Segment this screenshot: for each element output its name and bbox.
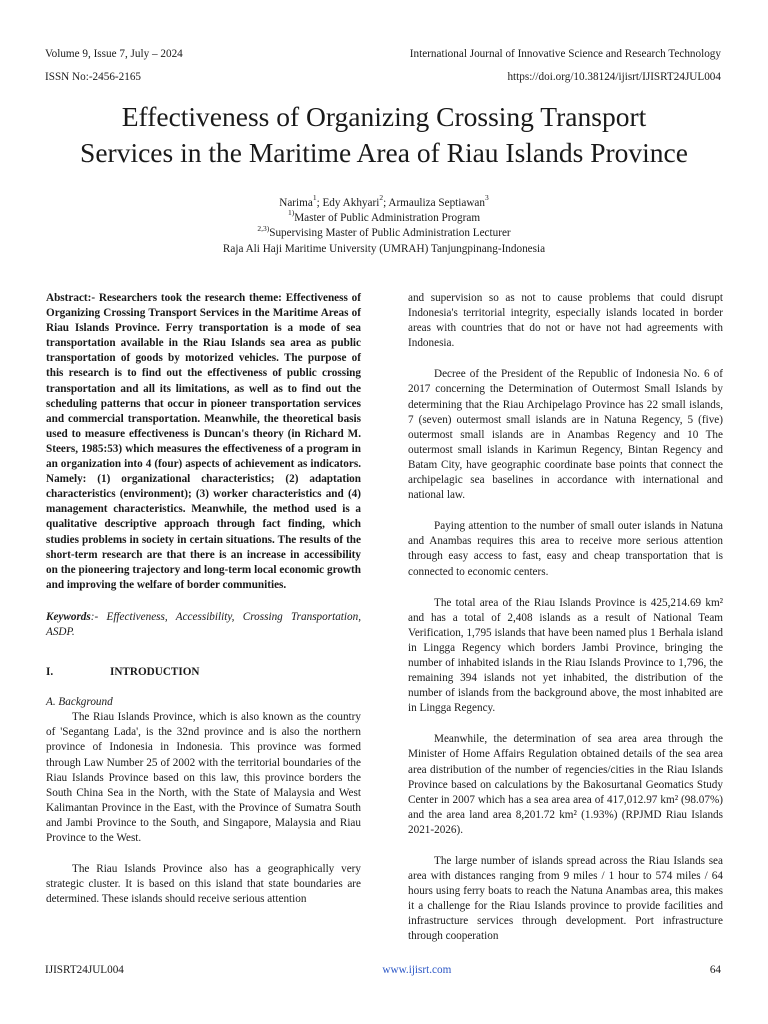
affiliation-2-sup: 2,3): [257, 223, 270, 233]
keywords-label: Keywords: [46, 610, 91, 623]
keywords-text: :- Effectiveness, Accessibility, Crossing Transportation, ASDP.: [46, 610, 361, 638]
left-paragraph-2: The Riau Islands Province also has a geographically very strategic cluster. It is based on this island that state boundaries are determined. These islands should receive serious attention: [46, 863, 361, 906]
issn: ISSN No:-2456-2165: [45, 71, 142, 83]
right-paragraph-5: Meanwhile, the determination of sea area area through the Minister of Home Affairs Regulation obtained details of the sea area area distribution of the number of regencies/cities in the Riau Islands Province based on calculations by the Bakosurtanal Geomatics Study Center in 2007 which has a sea area area of 417,012.97 km² (98.07%) and the area land area 8,201.72 km² (1.93%) (RPJMD Riau Islands 2021-2026).: [408, 733, 723, 836]
keywords: [46, 610, 361, 640]
affiliation-1-text: Master of Public Administration Program: [294, 212, 481, 225]
author-3: ; Armauliza Septiawan: [383, 197, 485, 209]
author-names: [0, 193, 768, 211]
author-1: Narima: [279, 197, 313, 209]
article-code: IJISRT24JUL004: [45, 964, 124, 976]
paper-title: [20, 99, 748, 171]
affiliation-2-text: Supervising Master of Public Administration Lecturer: [269, 227, 511, 240]
right-paragraph-6: The large number of islands spread across the Riau Islands sea area with distances ranging from 9 miles / 1 hour to 574 miles / 64 hours using ferry boats to reach the Natuna Anambas area, this makes it a challenge for the Riau Islands province to provide facilities and infrastructure services through development. Port infrastructure through cooperation: [408, 855, 723, 943]
author-1-sup: 1: [312, 193, 317, 203]
subsection-heading: A. Background: [46, 696, 113, 709]
left-paragraph-1: The Riau Islands Province, which is also known as the country of 'Segantang Lada', is the 32nd province and is also the northern province of Indonesia in Indonesia. This province was formed through Law Number 25 of 2002 with the territorial boundaries of the Riau Islands Province based on this law, this province borders the South China Sea in the North, with the State of Malaysia and West Kalimantan Province in the East, with the Province of Sumatra South and Jambi Province to the South, and Singapore, Malaysia and Riau Province to the West.: [46, 711, 361, 844]
journal-name: International Journal of Innovative Science and Research Technology: [409, 48, 721, 60]
affiliation-3: Raja Ali Haji Maritime University (UMRAH) Tanjungpinang-Indonesia: [222, 242, 546, 255]
section-heading: [46, 665, 361, 680]
page-footer: [45, 963, 721, 977]
author-2-sup: 2: [379, 193, 384, 203]
right-paragraph-1: and supervision so as not to cause problems that could disrupt Indonesia's territorial integrity, especially islands located in border areas with countries that do not or have not had agreements with Indonesia.: [408, 292, 723, 350]
right-paragraph-2: Decree of the President of the Republic of Indonesia No. 6 of 2017 concerning the Determination of Outermost Small Islands by determining that the Riau Archipelago Province has 22 small islands, 7 (seven) outermost small islands are in Natuna Regency, 5 (five) outermost small islands are in Anambas Regency and 10 The outermost small islands in Karimun Regency, Bintan Regency and Batam City, have geographic coordinate base points that connect the archipelagic sea baselines in accordance with international and national law.: [408, 368, 723, 502]
website-link[interactable]: www.ijisrt.com: [382, 964, 452, 976]
abstract: Abstract:- Researchers took the research theme: Effectiveness of Organizing Crossing Transport Services in the Maritime Areas of Riau Islands Province. Ferry transportation is a mode of sea transportation available in the Riau Islands sea area as public transportation of goods by motorized vehicles. The purpose of this research is to find out the effectiveness of public crossing transportation and all its limitations, as well as to find out the scheduling patterns that occur in pioneer transportation services and commercial transportation. Meanwhile, the theoretical basis used to measure effectiveness is Duncan's theory (in Richard M. Steers, 1985:53) which measures the effectiveness of a program in an organization into 4 (four) aspects of achievement as indicators. Namely: (1) organizational characteristics; (2) adaptation characteristics (environment); (3) worker characteristics and (4) management characteristics. Meanwhile, the method used is a qualitative descriptive approach through fact finding, which studies problems in society in certain situations. The results of the short-term research are that there is an increase in accessibility on the pioneering trajectory and long-term local economic growth and improving the welfare of border communities.: [46, 292, 361, 591]
section-number: I.: [46, 666, 54, 679]
affiliation-2: [0, 223, 768, 241]
right-paragraph-3: Paying attention to the number of small outer islands in Natuna and Anambas requires this area to receive more serious attention through easy access to fast, easy and cheap transportation that is connected to economic centers.: [408, 520, 723, 578]
title-line-2: Services in the Maritime Area of Riau Islands Province: [80, 137, 688, 168]
right-column: [408, 291, 723, 961]
page-number: 64: [709, 964, 721, 976]
volume-issue: Volume 9, Issue 7, July – 2024: [45, 48, 183, 60]
section-title: INTRODUCTION: [110, 666, 200, 679]
running-header-bottom: [45, 70, 721, 84]
title-line-1: Effectiveness of Organizing Crossing Transport: [121, 101, 647, 132]
author-2: ; Edy Akhyari: [316, 197, 380, 209]
running-header-top: [45, 47, 721, 61]
doi-link[interactable]: https://doi.org/10.38124/ijisrt/IJISRT24JUL004: [507, 71, 721, 83]
author-3-sup: 3: [484, 193, 489, 203]
author-block: [0, 193, 768, 257]
affiliation-1: [0, 208, 768, 226]
affiliation-1-sup: 1): [287, 208, 295, 218]
right-paragraph-4: The total area of the Riau Islands Province is 425,214.69 km² and has a total of 2,408 islands as a result of National Team Verification, 1,795 islands that have been named plus 1 Berhala island in Lingga Regency which borders Jambi Province, bringing the number of inhabited islands in the Riau Islands Province to 1,796, the remaining 394 islands not yet inhabited, the distribution of the number of islands from the background above, the most inhabited are in Lingga Regency.: [408, 596, 723, 715]
left-column: [46, 291, 361, 907]
